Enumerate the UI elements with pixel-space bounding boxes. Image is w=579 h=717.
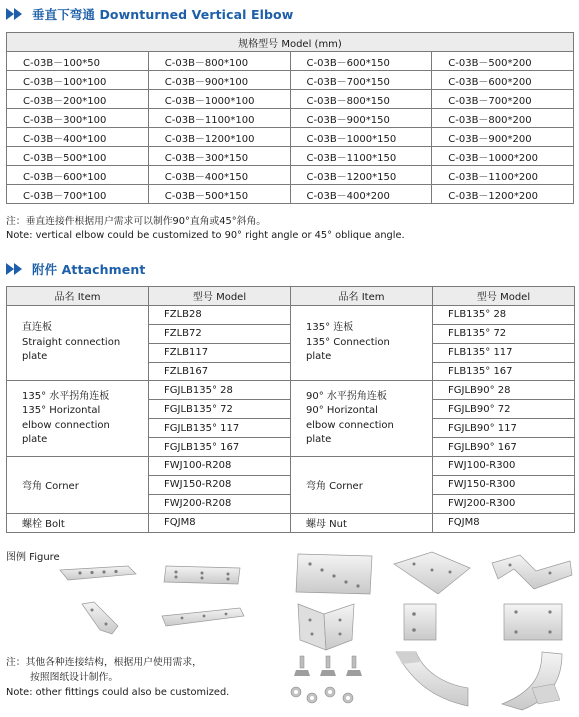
item-name-line: 135° 连板: [306, 322, 354, 334]
table-cell: C-03B－400*100: [7, 128, 149, 147]
item-name-cell: [7, 381, 149, 457]
table-row: [7, 185, 574, 204]
note-en-elbow: Note: vertical elbow could be customized to 90° right angle or 45° oblique angle.: [6, 230, 405, 241]
model-cell: FWJ100-R300: [433, 457, 575, 476]
table-cell: C-03B－100*50: [7, 52, 149, 71]
table-cell: C-03B－600*150: [290, 52, 432, 71]
model-cell: FLB135° 72: [433, 324, 575, 343]
item-name-cell: [291, 457, 433, 514]
table-cell: C-03B－700*150: [290, 71, 432, 90]
table-cell: C-03B－200*100: [7, 90, 149, 109]
model-cell: FGJLB135° 117: [149, 419, 291, 438]
item-name-cell: [7, 457, 149, 514]
item-name-line: 弯角 Corner: [306, 481, 363, 493]
table-row: [7, 90, 574, 109]
table-cell: C-03B－400*150: [148, 166, 290, 185]
table-row: [7, 513, 575, 532]
table-cell: C-03B－100*100: [7, 71, 149, 90]
table-row: [7, 52, 574, 71]
item-name-line: 90° Horizontal: [306, 405, 378, 417]
model-cell: FZLB72: [149, 324, 291, 343]
model-cell: FWJ100-R208: [149, 457, 291, 476]
item-name-line: 弯角 Corner: [22, 481, 79, 493]
model-table-header: 规格型号 Model (mm): [7, 33, 574, 52]
corner-plate-image: [392, 550, 472, 596]
table-cell: C-03B－700*200: [432, 90, 574, 109]
attachment-table: [6, 286, 575, 533]
straight-plate-image: [58, 562, 138, 586]
model-cell: FQJM8: [149, 513, 291, 532]
model-cell: FGJLB90° 28: [433, 381, 575, 400]
note-cn-attachment-2: 按照图纸设计制作。: [30, 672, 119, 683]
note-cn-elbow: 注：垂直连接件根据用户需求可以制作90°直角或45°斜角。: [6, 216, 267, 227]
column-header: 型号 Model: [433, 287, 575, 306]
table-cell: C-03B－1000*200: [432, 147, 574, 166]
item-name-cell: [7, 513, 149, 532]
table-row: [7, 305, 575, 324]
angle-plate-image: [78, 600, 122, 636]
item-name-line: 135° Connection: [306, 336, 390, 348]
item-name-line: plate: [306, 434, 332, 446]
column-header: 品名 Item: [7, 287, 149, 306]
table-cell: C-03B－1200*200: [432, 185, 574, 204]
item-name-line: elbow connection: [306, 419, 394, 431]
table-cell: C-03B－800*150: [290, 90, 432, 109]
table-row: [7, 166, 574, 185]
table-cell: C-03B－600*100: [7, 166, 149, 185]
double-arrow-icon: [6, 8, 24, 20]
model-cell: FGJLB90° 72: [433, 400, 575, 419]
v-corner-image: [294, 600, 358, 652]
model-cell: FZLB117: [149, 343, 291, 362]
section-title-text: 附件 Attachment: [32, 262, 146, 277]
table-row: [7, 71, 574, 90]
model-cell: FWJ200-R208: [149, 494, 291, 513]
corner-elbow-image: [390, 648, 474, 712]
table-cell: C-03B－500*150: [148, 185, 290, 204]
model-cell: FWJ150-R208: [149, 475, 291, 494]
table-cell: C-03B－900*200: [432, 128, 574, 147]
table-cell: C-03B－500*100: [7, 147, 149, 166]
model-cell: FGJLB90° 167: [433, 438, 575, 457]
elbow-plate-image: [490, 553, 574, 593]
note-cn-attachment: 注：其他各种连接结构，根据用户使用需求，: [6, 657, 202, 668]
table-cell: C-03B－1000*100: [148, 90, 290, 109]
wide-bracket-image: [500, 600, 566, 644]
double-arrow-icon: [6, 263, 24, 275]
item-name-cell: [291, 305, 433, 381]
note-en-attachment: Note: other fittings could also be customized.: [6, 687, 230, 698]
table-cell: C-03B－1100*150: [290, 147, 432, 166]
square-plate-image: [292, 550, 376, 598]
item-name-line: 螺栓 Bolt: [22, 519, 65, 531]
model-cell: FWJ200-R300: [433, 494, 575, 513]
item-name-line: 135° Horizontal: [22, 405, 101, 417]
figure-label: 图例 Figure: [6, 552, 60, 563]
item-name-line: plate: [306, 351, 332, 363]
item-name-line: 直连板: [22, 322, 52, 334]
model-cell: FWJ150-R300: [433, 475, 575, 494]
model-cell: FGJLB135° 167: [149, 438, 291, 457]
table-cell: C-03B－800*100: [148, 52, 290, 71]
long-plate-image: [162, 562, 244, 588]
table-cell: C-03B－600*200: [432, 71, 574, 90]
model-table: [6, 32, 574, 204]
column-header: 品名 Item: [291, 287, 433, 306]
table-cell: C-03B－300*100: [7, 109, 149, 128]
item-name-line: Straight connection: [22, 336, 121, 348]
small-bracket-image: [400, 600, 440, 644]
table-cell: C-03B－700*100: [7, 185, 149, 204]
table-row: [7, 109, 574, 128]
table-row: [7, 147, 574, 166]
item-name-cell: [291, 513, 433, 532]
table-cell: C-03B－500*200: [432, 52, 574, 71]
table-cell: C-03B－400*200: [290, 185, 432, 204]
table-cell: C-03B－1200*100: [148, 128, 290, 147]
table-cell: C-03B－900*150: [290, 109, 432, 128]
table-cell: C-03B－800*200: [432, 109, 574, 128]
item-name-line: 135° 水平拐角连板: [22, 390, 110, 402]
table-cell: C-03B－1100*200: [432, 166, 574, 185]
table-cell: C-03B－900*100: [148, 71, 290, 90]
item-name-cell: [7, 305, 149, 381]
model-cell: FLB135° 28: [433, 305, 575, 324]
model-cell: FGJLB90° 117: [433, 419, 575, 438]
column-header: 型号 Model: [149, 287, 291, 306]
item-name-line: plate: [22, 434, 48, 446]
model-cell: FQJM8: [433, 513, 575, 532]
table-cell: C-03B－1200*150: [290, 166, 432, 185]
section-title-text: 垂直下弯通 Downturned Vertical Elbow: [32, 7, 294, 22]
table-row: [7, 128, 574, 147]
section-title-elbow: [6, 5, 293, 23]
section-title-attachment: [6, 260, 145, 278]
table-row: [7, 457, 575, 476]
item-name-line: elbow connection: [22, 419, 110, 431]
model-cell: FGJLB135° 28: [149, 381, 291, 400]
model-cell: FLB135° 167: [433, 362, 575, 381]
item-name-line: 螺母 Nut: [306, 519, 347, 531]
item-name-line: 90° 水平拐角连板: [306, 390, 387, 402]
long-strip-image: [160, 606, 246, 630]
bolts-nuts-image: [286, 652, 370, 710]
model-cell: FZLB167: [149, 362, 291, 381]
table-cell: C-03B－1100*100: [148, 109, 290, 128]
model-cell: FGJLB135° 72: [149, 400, 291, 419]
table-cell: C-03B－1000*150: [290, 128, 432, 147]
table-cell: C-03B－300*150: [148, 147, 290, 166]
model-cell: FLB135° 117: [433, 343, 575, 362]
corner-elbow-large-image: [492, 648, 572, 712]
model-cell: FZLB28: [149, 305, 291, 324]
item-name-line: plate: [22, 351, 48, 363]
item-name-cell: [291, 381, 433, 457]
table-row: [7, 381, 575, 400]
